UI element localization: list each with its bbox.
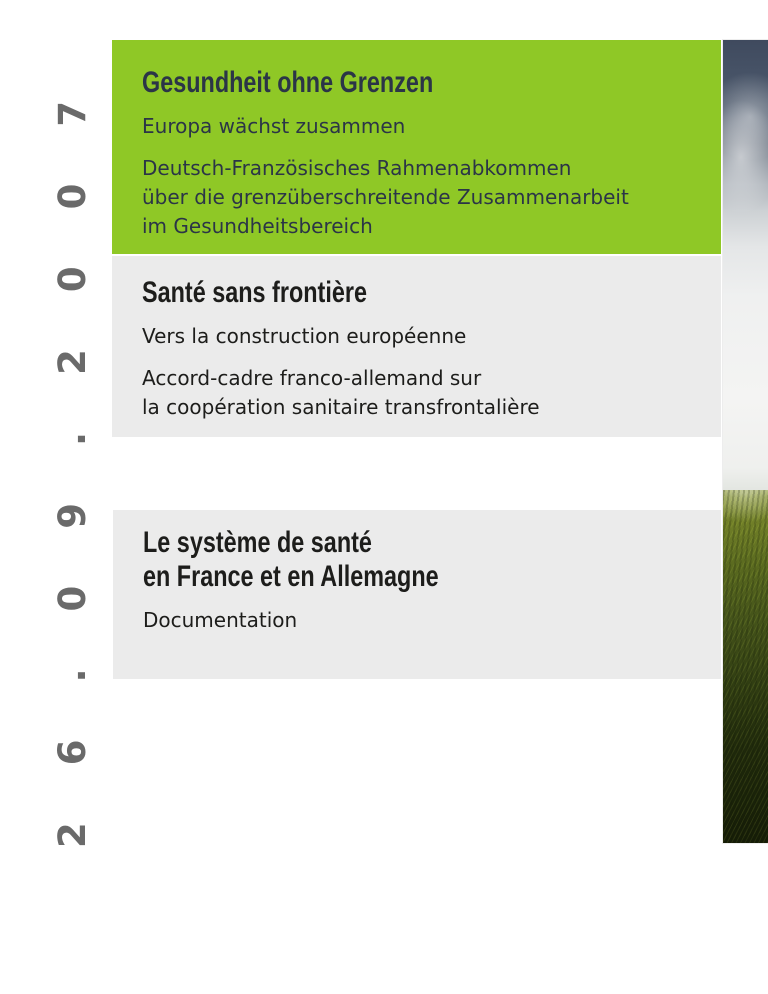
date-text: 26.09.2007: [50, 43, 94, 848]
photo-grass-region: [723, 490, 768, 843]
photo-sky-region: [723, 40, 768, 490]
documentation-title-line: Le système de santé: [143, 526, 372, 559]
german-body-line: Deutsch-Französisches Rahmenabkommen: [142, 156, 572, 180]
cover-block-french: [112, 256, 721, 437]
documentation-subtitle: Documentation: [143, 608, 298, 632]
french-body-line: la coopération sanitaire transfrontalière: [142, 395, 540, 419]
german-body: [142, 154, 705, 241]
french-title: Santé sans frontière: [142, 276, 367, 309]
french-body-line: Accord-cadre franco-allemand sur: [142, 366, 482, 390]
german-body-line: im Gesundheitsbereich: [142, 214, 373, 238]
french-subtitle: Vers la construction européenne: [142, 324, 467, 348]
german-body-line: über die grenzüberschreitende Zusammenarbeit: [142, 185, 629, 209]
date-vertical-label: [42, 36, 102, 848]
documentation-title: [143, 526, 581, 594]
french-body: [142, 364, 705, 422]
german-title: Gesundheit ohne Grenzen: [142, 66, 434, 99]
cover-block-documentation: [113, 510, 721, 679]
german-subtitle: Europa wächst zusammen: [142, 114, 406, 138]
cover-block-german: [112, 40, 721, 254]
documentation-title-line: en France et en Allemagne: [143, 560, 439, 593]
meadow-sky-photo: [723, 40, 768, 843]
